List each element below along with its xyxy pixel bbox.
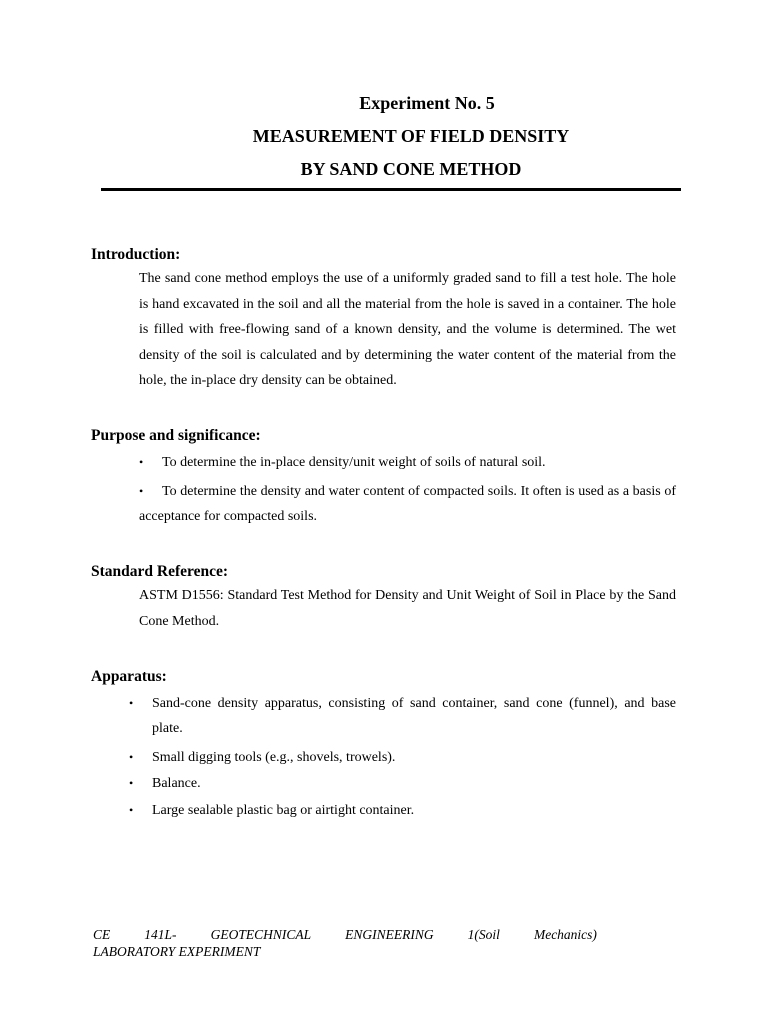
purpose-item-text: To determine the in-place density/unit weight of soils of natural soil.	[162, 455, 546, 470]
bullet-icon: •	[129, 803, 134, 817]
footer-word: GEOTECHNICAL	[210, 927, 312, 942]
purpose-item-text: To determine the density and water content of compacted soils. It often is used as a basis of acceptance for compacted soils.	[139, 484, 676, 524]
bullet-icon: •	[139, 455, 144, 469]
bullet-icon: •	[129, 750, 134, 764]
footer-course-line	[93, 926, 597, 943]
introduction-body: The sand cone method employs the use of a uniformly graded sand to fill a test hole. The hole is hand excavated in the soil and all the material from the hole is saved in a container. The hole is filled with free-flowing sand of a known density, and the volume is determined. The wet density of the soil is calculated and by determining the water content of the material from the hole, the in-place dry density can be obtained.	[139, 271, 676, 389]
bullet-icon: •	[129, 696, 134, 710]
apparatus-item-text: Small digging tools (e.g., shovels, trowels).	[152, 750, 396, 765]
footer-word: ENGINEERING	[345, 927, 434, 942]
footer-word: 1(Soil	[467, 927, 500, 942]
experiment-number: Experiment No. 5	[359, 93, 495, 113]
apparatus-item-text: Balance.	[152, 776, 201, 791]
apparatus-item-text: Large sealable plastic bag or airtight container.	[152, 803, 415, 818]
bullet-icon: •	[129, 776, 134, 790]
footer-word: Mechanics)	[533, 927, 597, 942]
title-line-2: BY SAND CONE METHOD	[300, 159, 522, 179]
title-divider	[101, 188, 681, 191]
standard-reference-body: ASTM D1556: Standard Test Method for Density and Unit Weight of Soil in Place by the Sand Cone Method.	[139, 588, 676, 629]
page-footer	[93, 926, 597, 960]
footer-lab-line: LABORATORY EXPERIMENT	[93, 944, 261, 959]
introduction-heading: Introduction:	[91, 246, 181, 263]
footer-word: CE	[93, 927, 111, 942]
purpose-heading: Purpose and significance:	[91, 427, 261, 444]
apparatus-heading: Apparatus:	[91, 668, 167, 685]
bullet-icon: •	[139, 484, 144, 498]
standard-reference-heading: Standard Reference:	[91, 563, 229, 580]
footer-word: 141L-	[144, 927, 177, 942]
apparatus-item-text: Sand-cone density apparatus, consisting of sand container, sand cone (funnel), and base plate.	[152, 696, 676, 736]
title-line-1: MEASUREMENT OF FIELD DENSITY	[252, 126, 570, 146]
